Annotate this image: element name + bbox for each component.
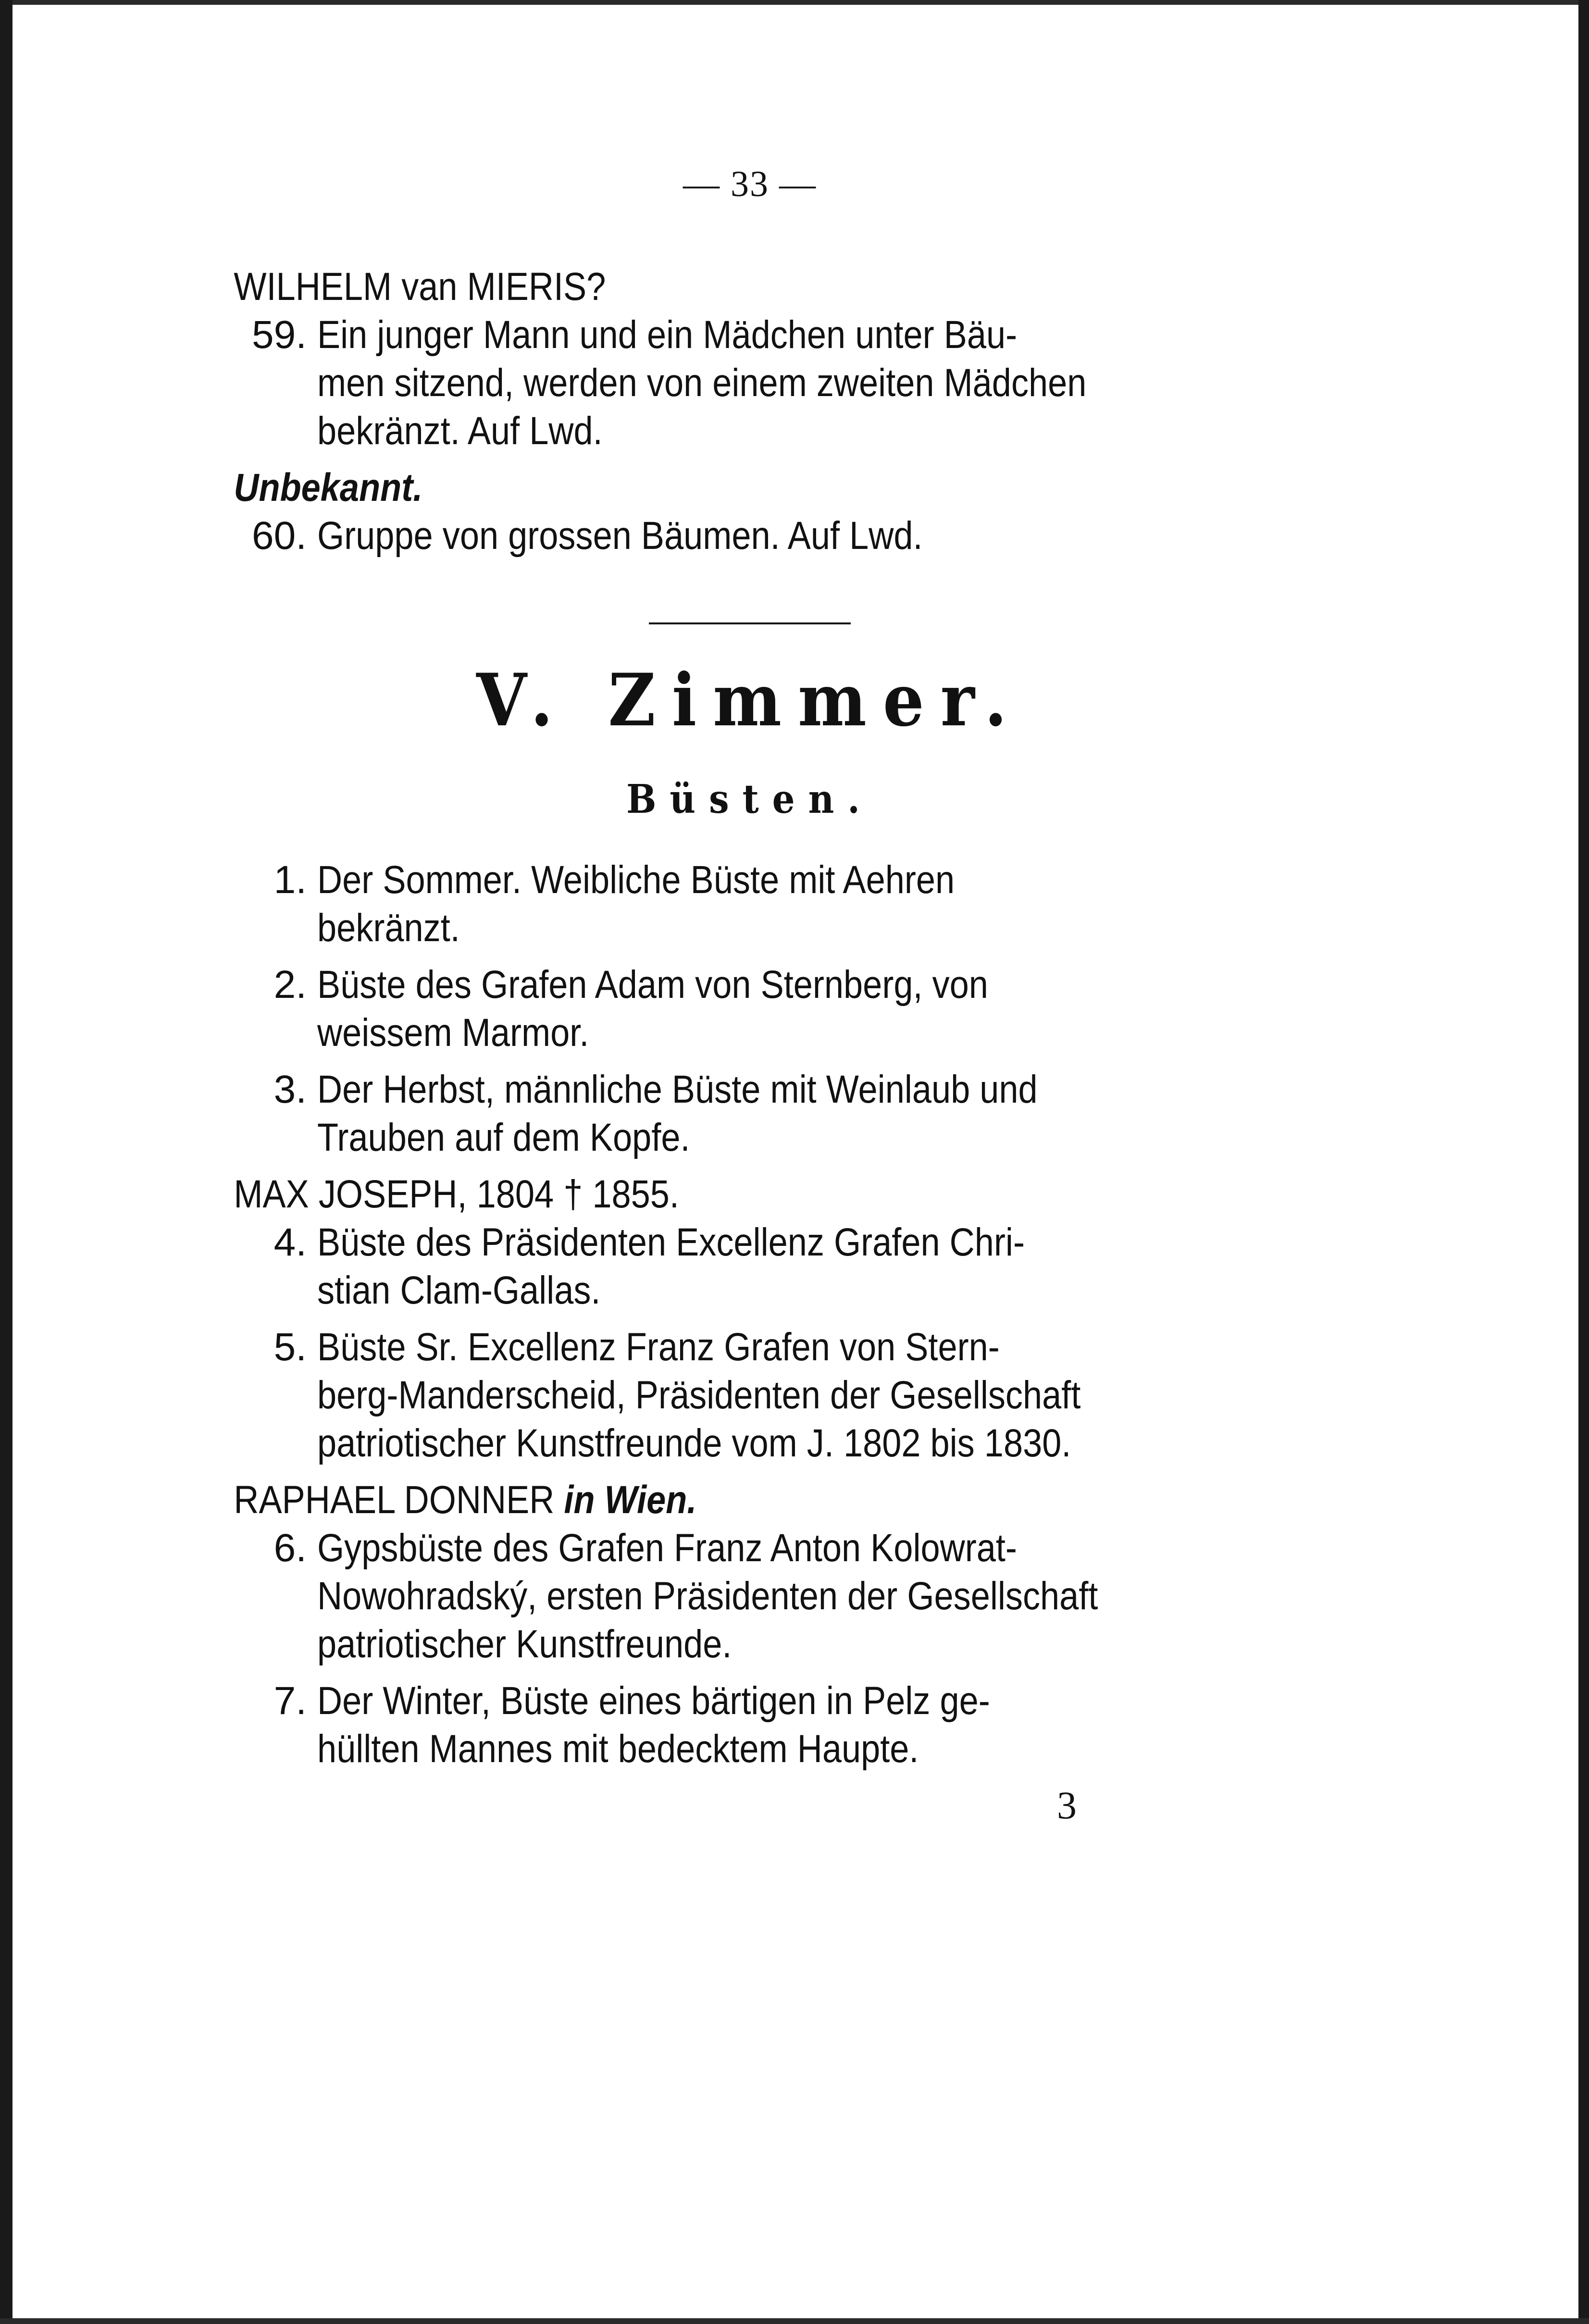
entry-text	[317, 1677, 1163, 1773]
catalog-entry	[221, 512, 1279, 560]
scan-border-right	[1578, 0, 1589, 2324]
artist-place: in Wien.	[564, 1478, 697, 1522]
entry-text	[317, 961, 1163, 1057]
entry-line: Büste des Präsidenten Excellenz Grafen Chri-	[317, 1220, 1025, 1264]
entry-number: 60.	[252, 514, 307, 558]
room-title: V. Zimmer.	[476, 658, 1023, 743]
entry-text	[317, 311, 1163, 455]
artist-heading	[221, 1476, 1152, 1524]
catalog-entry	[221, 1524, 1279, 1668]
entry-line: berg-Manderscheid, Präsidenten der Gesellschaft	[317, 1373, 1081, 1417]
entry-line: Trauben auf dem Kopfe.	[317, 1116, 690, 1159]
entry-line: stian Clam-Gallas.	[317, 1268, 601, 1312]
entry-text	[317, 856, 1163, 952]
entry-line: Büste des Grafen Adam von Sternberg, von	[317, 963, 988, 1007]
entry-line: patriotischer Kunstfreunde.	[317, 1622, 732, 1666]
entry-number: 6.	[273, 1526, 307, 1570]
catalog-entry	[221, 1677, 1279, 1773]
artist-heading: MAX JOSEPH, 1804 † 1855.	[234, 1172, 679, 1216]
entry-line: Nowohradský, ersten Präsidenten der Gesellschaft	[317, 1574, 1098, 1618]
entry-line: Gypsbüste des Grafen Franz Anton Kolowrat-	[317, 1526, 1017, 1570]
catalog-entry	[221, 1323, 1279, 1467]
entry-line: bekränzt. Auf Lwd.	[317, 409, 603, 453]
scan-border-bottom	[0, 2318, 1589, 2324]
entry-number: 1.	[273, 858, 307, 902]
entry-text	[317, 1066, 1163, 1162]
catalog-entry	[221, 856, 1279, 952]
entry-text	[317, 1323, 1163, 1467]
page-number: — 33 —	[683, 164, 817, 204]
entry-line: Der Winter, Büste eines bärtigen in Pelz ge-	[317, 1679, 990, 1723]
entry-number: 3.	[273, 1068, 307, 1111]
section-busts-unattributed	[221, 856, 1279, 1162]
entry-line: weissem Marmor.	[317, 1011, 589, 1055]
entry-number: 5.	[273, 1325, 307, 1369]
entry-line: Der Herbst, männliche Büste mit Weinlaub und	[317, 1068, 1038, 1111]
catalog-entry	[221, 961, 1279, 1057]
section-divider	[649, 622, 851, 624]
entry-text	[317, 512, 1163, 560]
section-unbekannt	[221, 464, 1279, 560]
catalog-entry	[221, 311, 1279, 455]
catalog-entry	[221, 1218, 1279, 1315]
artist-heading: Unbekannt.	[234, 466, 423, 510]
scan-border-top	[0, 0, 1589, 5]
artist-name: RAPHAEL DONNER	[234, 1478, 555, 1522]
section-max-joseph	[221, 1170, 1279, 1467]
entry-line: Der Sommer. Weibliche Büste mit Aehren	[317, 858, 955, 902]
section-raphael-donner	[221, 1476, 1279, 1773]
entry-text	[317, 1524, 1163, 1668]
category-title: Büsten.	[626, 776, 873, 822]
entry-number: 59.	[252, 313, 307, 357]
entry-line: patriotischer Kunstfreunde vom J. 1802 bis 1830.	[317, 1421, 1071, 1465]
signature-mark: 3	[1057, 1783, 1077, 1827]
entry-line: men sitzend, werden von einem zweiten Mädchen	[317, 361, 1087, 405]
entry-line: Büste Sr. Excellenz Franz Grafen von Stern-	[317, 1325, 1000, 1369]
entry-text	[317, 1218, 1163, 1315]
catalog-entry	[221, 1066, 1279, 1162]
entry-line: hüllten Mannes mit bedecktem Haupte.	[317, 1727, 919, 1771]
entry-line: Gruppe von grossen Bäumen. Auf Lwd.	[317, 514, 923, 558]
entry-line: Ein junger Mann und ein Mädchen unter Bäu-	[317, 313, 1018, 357]
entry-number: 7.	[273, 1679, 307, 1723]
entry-number: 2.	[273, 963, 307, 1007]
entry-line: bekränzt.	[317, 906, 460, 950]
scan-border-left	[0, 0, 12, 2324]
book-page	[221, 163, 1279, 1828]
entry-number: 4.	[273, 1220, 307, 1264]
artist-heading: WILHELM van MIERIS?	[234, 265, 606, 309]
section-wilhelm	[221, 263, 1279, 455]
